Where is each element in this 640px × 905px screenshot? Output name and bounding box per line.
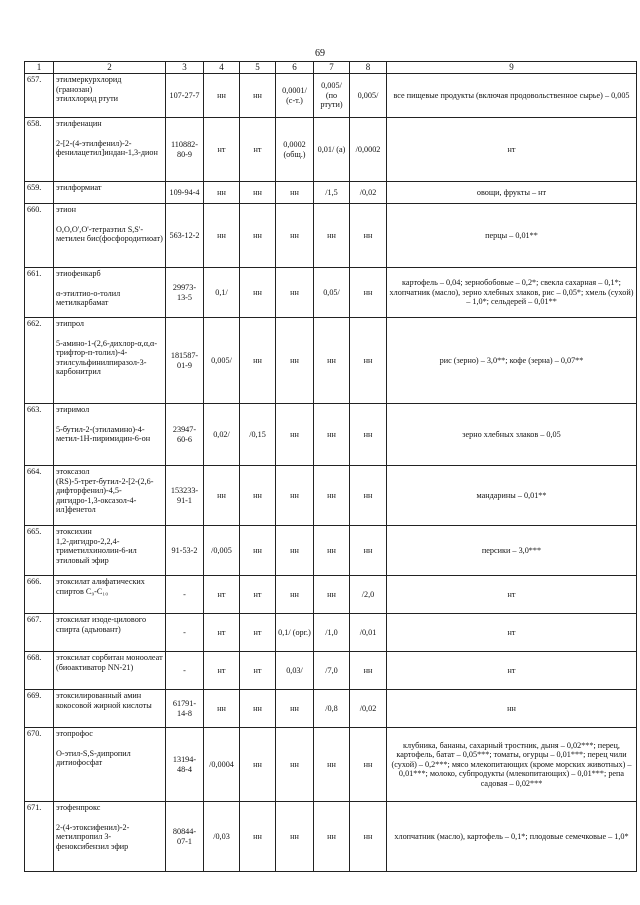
substance-name-line: этопрофос xyxy=(56,729,93,738)
value-cell-5: нн xyxy=(240,74,276,118)
substance-name-line: этоксазол xyxy=(56,467,90,476)
value-cell-6: 0,0002 (общ.) xyxy=(276,118,314,182)
value-cell-8: /0,0002 xyxy=(350,118,387,182)
substance-name-line: этилхлорид ртути xyxy=(56,94,119,104)
value-cell-8: /0,01 xyxy=(350,614,387,652)
products-residue-cell: рис (зерно) – 3,0**; кофе (зерна) – 0,07** xyxy=(387,318,637,404)
substance-name-cell xyxy=(54,268,166,318)
value-cell-8: нн xyxy=(350,318,387,404)
value-cell-6: 0,03/ xyxy=(276,652,314,690)
value-cell-8: нн xyxy=(350,728,387,802)
value-cell-4: /0,03 xyxy=(204,802,240,872)
value-cell-4: нт xyxy=(204,576,240,614)
value-cell-5: нн xyxy=(240,526,276,576)
substance-name-line: 1,2-дигидро-2,2,4-триметилхинолин-6-ил этиловый эфир xyxy=(56,536,137,565)
table-row xyxy=(25,268,637,318)
cas-number-cell: 91-53-2 xyxy=(166,526,204,576)
value-cell-7: нн xyxy=(314,728,350,802)
substance-name-line: этиримол xyxy=(56,405,90,414)
substance-name-line: этиофенкарб xyxy=(56,269,101,278)
products-residue-cell: нт xyxy=(387,652,637,690)
value-cell-8: нн xyxy=(350,466,387,526)
products-residue-cell: нт xyxy=(387,576,637,614)
table-row xyxy=(25,118,637,182)
row-number-cell: 666. xyxy=(25,576,54,614)
cas-number-cell: 153233-91-1 xyxy=(166,466,204,526)
table-row xyxy=(25,74,637,118)
products-residue-cell: нн xyxy=(387,690,637,728)
value-cell-5: нн xyxy=(240,690,276,728)
value-cell-8: /0,02 xyxy=(350,182,387,204)
value-cell-7: /7,0 xyxy=(314,652,350,690)
value-cell-8: нн xyxy=(350,802,387,872)
value-cell-4: 0,02/ xyxy=(204,404,240,466)
value-cell-7: 0,01/ (а) xyxy=(314,118,350,182)
row-number-cell: 663. xyxy=(25,404,54,466)
column-header: 4 xyxy=(204,62,240,74)
cas-number-cell: - xyxy=(166,576,204,614)
substance-name-line: этилформиат xyxy=(56,183,102,192)
table-row xyxy=(25,466,637,526)
products-residue-cell: картофель – 0,04; зернобобовые – 0,2*; свекла сахарная – 0,1*; хлопчатник (масло), зерно хлебных злаков, рис – 0,05*; хмель (сухой) – 1,0*; сельдерей – 0,01** xyxy=(387,268,637,318)
products-residue-cell: перцы – 0,01** xyxy=(387,204,637,268)
substance-name-cell xyxy=(54,690,166,728)
column-header: 5 xyxy=(240,62,276,74)
table-row xyxy=(25,802,637,872)
cas-number-cell: 61791-14-8 xyxy=(166,690,204,728)
value-cell-6: нн xyxy=(276,182,314,204)
value-cell-4: /0,0004 xyxy=(204,728,240,802)
value-cell-5: нт xyxy=(240,576,276,614)
cas-number-cell: 107-27-7 xyxy=(166,74,204,118)
column-header: 7 xyxy=(314,62,350,74)
substance-name-line: этоксилат изоде-цилового спирта (адъювант) xyxy=(56,615,147,634)
value-cell-7: /0,8 xyxy=(314,690,350,728)
value-cell-7: нн xyxy=(314,404,350,466)
column-header: 1 xyxy=(25,62,54,74)
table-row xyxy=(25,652,637,690)
value-cell-7: нн xyxy=(314,526,350,576)
substance-name-cell xyxy=(54,318,166,404)
row-number-cell: 669. xyxy=(25,690,54,728)
row-number-cell: 664. xyxy=(25,466,54,526)
value-cell-4: нн xyxy=(204,204,240,268)
substance-name-line: этоксилат сорбитан моноолеат (биоактиватор NN-21) xyxy=(56,653,163,672)
value-cell-4: нн xyxy=(204,74,240,118)
row-number-cell: 665. xyxy=(25,526,54,576)
row-number-cell: 657. xyxy=(25,74,54,118)
value-cell-8: 0,005/ xyxy=(350,74,387,118)
value-cell-7: нн xyxy=(314,466,350,526)
row-number-cell: 660. xyxy=(25,204,54,268)
value-cell-7: нн xyxy=(314,318,350,404)
value-cell-8: нн xyxy=(350,652,387,690)
substance-name-line: этипрол xyxy=(56,319,85,328)
substance-name-line: 2-(4-этоксифенил)-2-метилпропил 3-феноксибензил эфир xyxy=(56,822,130,851)
value-cell-8: нн xyxy=(350,404,387,466)
value-cell-8: /0,02 xyxy=(350,690,387,728)
table-row xyxy=(25,526,637,576)
value-cell-6: нн xyxy=(276,526,314,576)
value-cell-5: нт xyxy=(240,652,276,690)
table-row xyxy=(25,182,637,204)
products-residue-cell: зерно хлебных злаков – 0,05 xyxy=(387,404,637,466)
substance-name-cell xyxy=(54,74,166,118)
substance-name-cell xyxy=(54,652,166,690)
cas-number-cell: 23947-60-6 xyxy=(166,404,204,466)
value-cell-6: нн xyxy=(276,204,314,268)
column-header: 3 xyxy=(166,62,204,74)
substance-name-cell xyxy=(54,466,166,526)
table-row xyxy=(25,728,637,802)
value-cell-8: /2,0 xyxy=(350,576,387,614)
value-cell-7: /1,0 xyxy=(314,614,350,652)
value-cell-5: нн xyxy=(240,802,276,872)
value-cell-4: нн xyxy=(204,182,240,204)
table-row xyxy=(25,204,637,268)
cas-number-cell: - xyxy=(166,614,204,652)
substance-name-cell xyxy=(54,576,166,614)
substance-name-line: этоксилат алифатических спиртов С₉-С₁₀ xyxy=(56,577,145,596)
value-cell-4: 0,005/ xyxy=(204,318,240,404)
value-cell-6: нн xyxy=(276,466,314,526)
value-cell-6: нн xyxy=(276,268,314,318)
products-residue-cell: клубника, бананы, сахарный тростник, дыня – 0,02***; перец, картофель, батат – 0,05***; томаты, огурцы – 0,01***; перец чили (сухой) – 0,2***; мясо млекопитающих (кроме морских животных) – 0,01***; молоко, субпродукты (млекопитающих) – 0,01***; репа садовая – 0,02*** xyxy=(387,728,637,802)
substance-name-line: О-этил-S,S-дипропил дитиофосфат xyxy=(56,748,131,768)
header-row xyxy=(25,62,637,74)
value-cell-5: нт xyxy=(240,118,276,182)
substance-name-line: (RS)-5-трет-бутил-2-[2-(2,6-дифторфенил)-4,5-дигидро-1,3-оксазол-4-ил]фенетол xyxy=(56,476,154,515)
products-residue-cell: мандарины – 0,01** xyxy=(387,466,637,526)
cas-number-cell: - xyxy=(166,652,204,690)
row-number-cell: 668. xyxy=(25,652,54,690)
value-cell-4: нт xyxy=(204,614,240,652)
substance-name-cell xyxy=(54,182,166,204)
products-residue-cell: овощи, фрукты – нт xyxy=(387,182,637,204)
value-cell-4: нт xyxy=(204,652,240,690)
row-number-cell: 658. xyxy=(25,118,54,182)
substance-name-line: этофенпрокс xyxy=(56,803,101,812)
cas-number-cell: 80844-07-1 xyxy=(166,802,204,872)
substance-name-line: этион xyxy=(56,205,76,214)
value-cell-5: нн xyxy=(240,204,276,268)
table-body xyxy=(25,74,637,872)
substance-name-line: α-этилтио-о-толил метилкарбамат xyxy=(56,288,121,308)
value-cell-6: нн xyxy=(276,690,314,728)
table-row xyxy=(25,576,637,614)
products-residue-cell: персики – 3,0*** xyxy=(387,526,637,576)
row-number-cell: 671. xyxy=(25,802,54,872)
value-cell-6: нн xyxy=(276,318,314,404)
substance-name-line: 5-бутил-2-(этиламино)-4-метил-1Н-пиримидин-6-он xyxy=(56,424,151,444)
cas-number-cell: 29973-13-5 xyxy=(166,268,204,318)
value-cell-5: нн xyxy=(240,318,276,404)
row-number-cell: 661. xyxy=(25,268,54,318)
substance-name-line: этилмеркурхлорид xyxy=(56,75,122,84)
substance-name-line: О,О,О',О'-тетраэтил S,S'-метилен бис(фосфородитиоат) xyxy=(56,224,163,244)
substance-name-cell xyxy=(54,802,166,872)
cas-number-cell: 181587-01-9 xyxy=(166,318,204,404)
value-cell-4: 0,1/ xyxy=(204,268,240,318)
substance-name-cell xyxy=(54,204,166,268)
value-cell-6: нн xyxy=(276,802,314,872)
substance-name-cell xyxy=(54,728,166,802)
value-cell-5: /0,15 xyxy=(240,404,276,466)
value-cell-7: 0,05/ xyxy=(314,268,350,318)
cas-number-cell: 13194-48-4 xyxy=(166,728,204,802)
value-cell-5: нн xyxy=(240,182,276,204)
value-cell-4: нн xyxy=(204,466,240,526)
value-cell-4: нн xyxy=(204,690,240,728)
value-cell-7: нн xyxy=(314,576,350,614)
value-cell-8: нн xyxy=(350,268,387,318)
row-number-cell: 670. xyxy=(25,728,54,802)
value-cell-6: нн xyxy=(276,404,314,466)
value-cell-5: нн xyxy=(240,728,276,802)
table-row xyxy=(25,318,637,404)
column-header: 8 xyxy=(350,62,387,74)
cas-number-cell: 563-12-2 xyxy=(166,204,204,268)
substance-name-line: этилфенацин xyxy=(56,119,102,128)
value-cell-4: нт xyxy=(204,118,240,182)
substance-name-line: этоксихин xyxy=(56,527,92,536)
value-cell-8: нн xyxy=(350,204,387,268)
value-cell-5: нт xyxy=(240,614,276,652)
substance-name-line: 5-амино-1-(2,6-дихлор-α,α,α-трифтор-п-толил)-4-этилсульфинилпиразол-3-карбонитрил xyxy=(56,338,158,377)
products-residue-cell: нт xyxy=(387,118,637,182)
value-cell-4: /0,005 xyxy=(204,526,240,576)
substance-name-line: этоксилированный амин кокосовой жирной кислоты xyxy=(56,691,152,710)
value-cell-6: нн xyxy=(276,576,314,614)
value-cell-6: нн xyxy=(276,728,314,802)
table-row xyxy=(25,690,637,728)
row-number-cell: 667. xyxy=(25,614,54,652)
page-number: 69 xyxy=(315,48,325,59)
column-header: 2 xyxy=(54,62,166,74)
row-number-cell: 662. xyxy=(25,318,54,404)
row-number-cell: 659. xyxy=(25,182,54,204)
value-cell-5: нн xyxy=(240,466,276,526)
value-cell-6: 0,0001/ (с-т.) xyxy=(276,74,314,118)
products-residue-cell: нт xyxy=(387,614,637,652)
substance-name-cell xyxy=(54,404,166,466)
pesticide-residue-table xyxy=(24,61,637,872)
products-residue-cell: все пищевые продукты (включая продовольственное сырье) – 0,005 xyxy=(387,74,637,118)
value-cell-7: 0,005/ (по ртути) xyxy=(314,74,350,118)
value-cell-6: 0,1/ (орг.) xyxy=(276,614,314,652)
cas-number-cell: 109-94-4 xyxy=(166,182,204,204)
substance-name-line: (гранозан) xyxy=(56,84,93,94)
substance-name-line: 2-[2-(4-этилфенил)-2-фенилацетил]индан-1,3-дион xyxy=(56,138,158,158)
products-residue-cell: хлопчатник (масло), картофель – 0,1*; плодовые семечковые – 1,0* xyxy=(387,802,637,872)
cas-number-cell: 110882-80-9 xyxy=(166,118,204,182)
substance-name-cell xyxy=(54,526,166,576)
value-cell-5: нн xyxy=(240,268,276,318)
value-cell-8: нн xyxy=(350,526,387,576)
substance-name-cell xyxy=(54,614,166,652)
column-header: 9 xyxy=(387,62,637,74)
substance-name-cell xyxy=(54,118,166,182)
column-header: 6 xyxy=(276,62,314,74)
value-cell-7: нн xyxy=(314,204,350,268)
table-row xyxy=(25,404,637,466)
value-cell-7: /1,5 xyxy=(314,182,350,204)
table-row xyxy=(25,614,637,652)
value-cell-7: нн xyxy=(314,802,350,872)
